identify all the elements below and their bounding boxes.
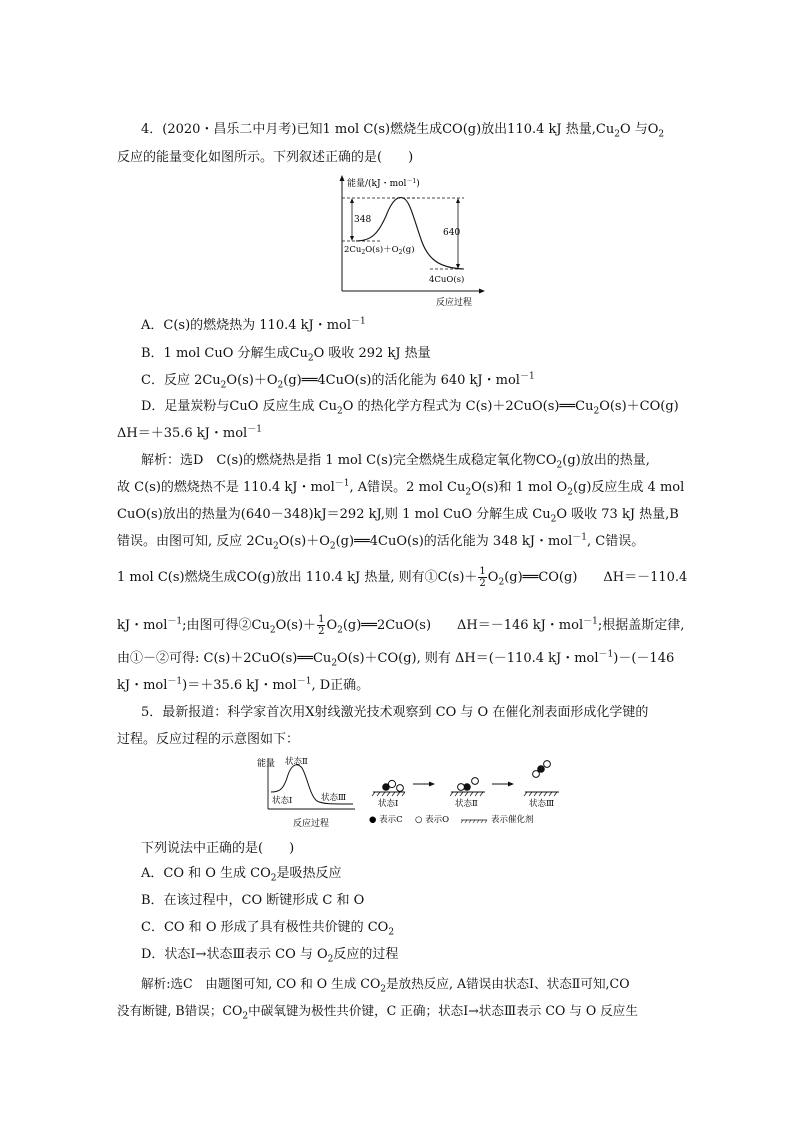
start-state-label: $2Cu_2O(s)+O_2(g)$ [344, 245, 415, 256]
legend-catalyst-symbol [461, 820, 487, 823]
energy-profile-chart [326, 172, 486, 310]
energy-label: 能量 [257, 759, 276, 769]
q5-option-b: B．在该过程中，CO 断键形成 C 和 O [141, 893, 365, 908]
q4-stem-line2: 反应的能量变化如图所示。下列叙述正确的是( ) [117, 150, 414, 165]
svg-text:状态Ⅱ: 状态Ⅱ [455, 799, 478, 809]
x-axis-arrow [479, 289, 485, 294]
svg-text:状态Ⅰ: 状态Ⅰ [378, 799, 399, 809]
fraction-half: $\frac{1}{2}$ [479, 566, 486, 589]
q4-stem-line1: 4．(2020・昌乐二中月考)已知1 mol C(s)燃烧生成CO(g)放出110.4 kJ 热量$,Cu_2O$ 与$O_2$ [141, 122, 665, 140]
end-state-label: 4CuO(s) [429, 275, 465, 285]
q4-solution-line6: kJ・mol$^{-1}$;由图可得$②Cu_2O(s)+$ $\frac{1}{2}$ $O_2(g)══2CuO(s)$ ΔH＝－146 kJ・mol$^{-1}$;根据盖斯定律, [117, 614, 685, 637]
q4-option-b: B．1 mol CuO 分解生成$Cu_2O$ 吸收 292 kJ 热量 [141, 346, 431, 364]
q4-solution-line7: 由①－②可得: $C(s)+2CuO(s)══Cu_2O(s)+CO(g)$, 则有 ΔH＝(－110.4 kJ・mol$^{-1}$)－(－146 [117, 649, 675, 669]
q5-solution-line2: 没有断键, B错误；$CO_2$中碳氧键为极性共价键，C 正确；状态Ⅰ→状态Ⅲ表示 CO 与 O 反应生 [117, 1003, 638, 1022]
state-3-diagram [524, 761, 559, 809]
q4-option-c: C．反应 $2Cu_2O(s)+O_2(g)══4CuO(s)$的活化能为 640 kJ・mol$^{-1}$ [141, 371, 535, 391]
svg-text:状态Ⅲ: 状态Ⅲ [529, 799, 555, 809]
q4-option-d-line2: ΔH＝＋35.6 kJ・mol$^{-1}$ [117, 424, 262, 441]
q4-solution-line5: 1 mol C(s)燃烧生成CO(g)放出 110.4 kJ 热量, 则有①C(s)＋ $\frac{1}{2}$ $O_2(g)══CO(g)$ ΔH＝－110.4 [117, 566, 688, 589]
y-axis-label: 能量/(kJ・mol$^{-1}$) [347, 178, 420, 189]
state-3-label-chart: 状态Ⅲ [321, 793, 347, 803]
state-1-diagram [372, 780, 405, 809]
q4-solution-line4: 错误。由图可知, 反应 $2Cu_2O(s)+O_2(g)══4CuO(s)$的活化能为 348 kJ・mol$^{-1}$, C错误。 [117, 532, 645, 552]
y-axis-arrow [340, 175, 345, 181]
state-2-diagram [450, 778, 485, 809]
q4-solution-line8: kJ・mol$^{-1}$)＝＋35.6 kJ・mol$^{-1}$, D正确。 [117, 676, 370, 693]
q5-option-a: A．CO 和 O 生成 $CO_2$是吸热反应 [141, 866, 342, 884]
reaction-process-label: 反应过程 [293, 819, 330, 829]
q5-stem-line1: 5．最新报道：科学家首次用X射线激光技术观察到 CO 与 O 在催化剂表面形成化学键的 [141, 705, 649, 720]
q4-solution-line1: 解析：选D C(s)的燃烧热是指 1 mol C(s)完全燃烧生成稳定氧化物$CO_2(g)$放出的热量, [141, 453, 650, 471]
legend-oxygen: ○ 表示O [415, 815, 450, 825]
label-348: 348 [354, 215, 372, 225]
state-2-label-chart: 状态Ⅱ [285, 757, 308, 767]
q5-stem-line2: 过程。反应过程的示意图如下： [117, 732, 300, 747]
fraction-half: $\frac{1}{2}$ [318, 614, 325, 637]
q4-solution-line2: 故 C(s)的燃烧热不是 110.4 kJ・mol$^{-1}$, A错误。2 mol $Cu_2O(s)$和 1 mol $O_2(g)$反应生成 4 mol [117, 478, 685, 498]
x-axis-label: 反应过程 [436, 298, 473, 308]
q4-solution-line3: CuO(s)放出的热量为(640－348)kJ＝292 kJ,则 1 mol CuO 分解生成 $Cu_2O$ 吸收 73 kJ 热量,B [117, 507, 679, 525]
q5-option-d: D．状态Ⅰ→状态Ⅲ表示 CO 与 $O_2$反应的过程 [141, 947, 399, 965]
reaction-process-figure [255, 754, 560, 832]
label-640: 640 [443, 228, 461, 238]
legend-catalyst: 表示催化剂 [491, 815, 534, 825]
q4-option-d: D．足量炭粉与CuO 反应生成 $Cu_2O$ 的热化学方程式为 $C(s)+2CuO(s)══Cu_2O(s)+CO(g)$ [141, 399, 679, 417]
q5-solution-line1: 解析:选C 由题图可知, CO 和 O 生成 $CO_2$是放热反应, A错误由状态Ⅰ、状态Ⅱ可知,CO [141, 976, 630, 995]
q4-option-a: A．C(s)的燃烧热为 110.4 kJ・mol$^{-1}$ [141, 316, 366, 333]
q5-option-c: C．CO 和 O 形成了具有极性共价键的 $CO_2$ [141, 920, 395, 938]
q5-question: 下列说法中正确的是( ) [141, 841, 295, 856]
state-1-label-chart: 状态Ⅰ [272, 796, 293, 806]
legend-carbon: ● 表示C [369, 815, 403, 825]
